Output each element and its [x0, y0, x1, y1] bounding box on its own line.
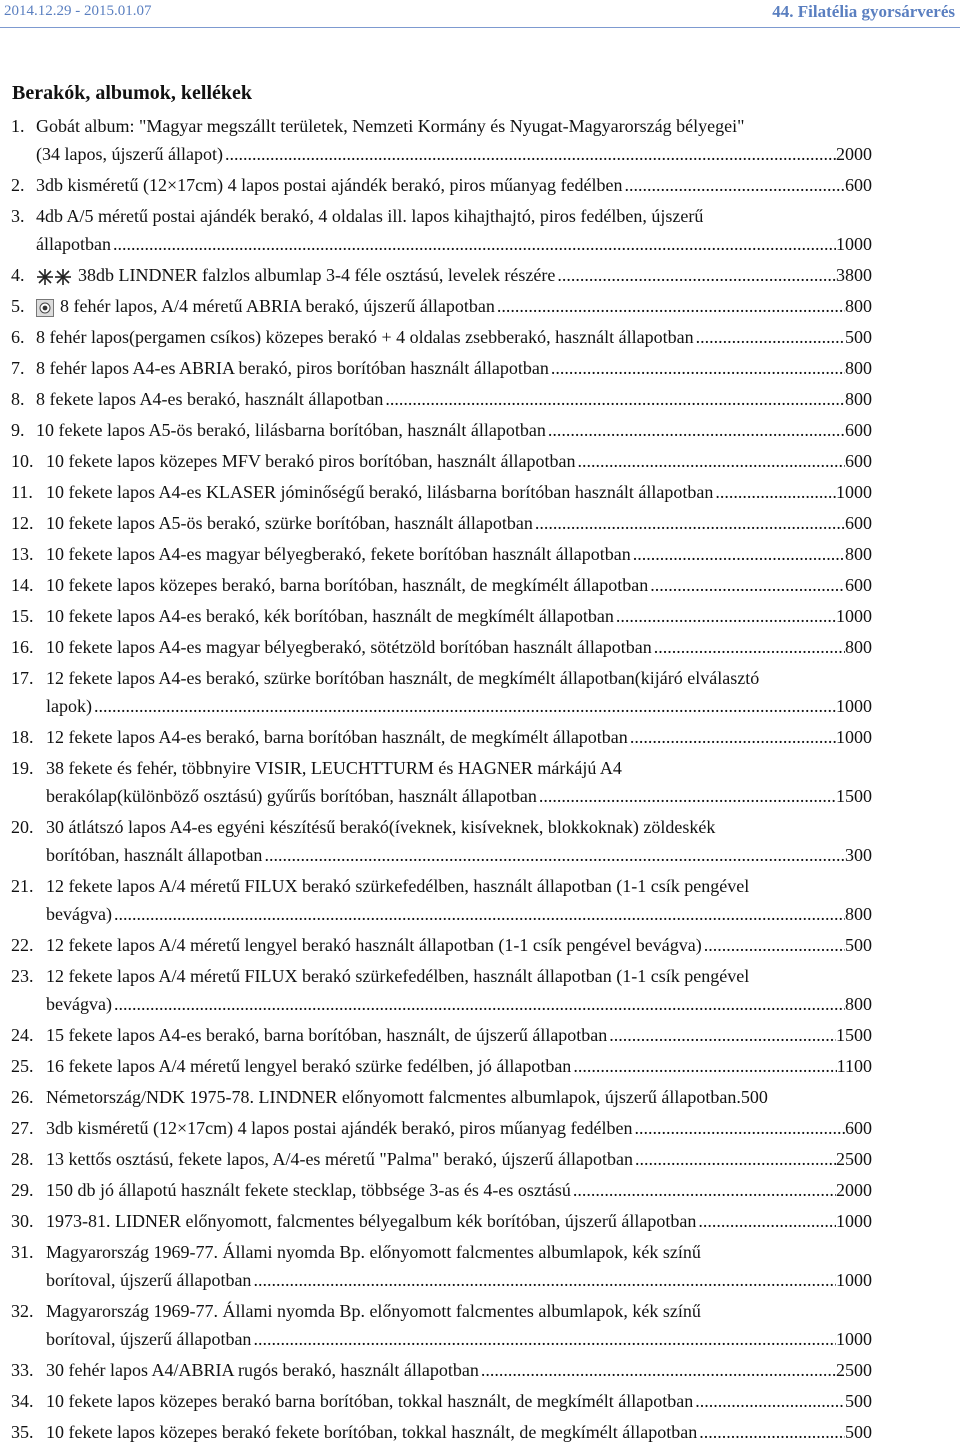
lot-price: 2000	[836, 144, 872, 164]
lot-line	[46, 1297, 872, 1325]
lot-number: 22.	[11, 935, 34, 955]
lot-price: 300	[845, 845, 872, 865]
lot-price: 800	[845, 358, 872, 378]
lot-number: 33.	[11, 1360, 34, 1380]
lot-price: 500	[845, 1391, 872, 1411]
lot-text: 3db kisméretű (12×17cm) 4 lapos postai ajándék berakó, piros műanyag fedélben	[36, 175, 623, 195]
lot-number: 23.	[11, 966, 34, 986]
lot-price: 1000	[836, 1329, 872, 1349]
lot-line	[36, 416, 872, 444]
lot-description	[46, 931, 872, 959]
lot-text: lapok)	[46, 696, 92, 716]
lot-line	[46, 692, 872, 720]
lot-line	[46, 1238, 872, 1266]
lot-text: 30 átlátszó lapos A4-es egyéni készítésű berakó(íveknek, kisíveknek, blokkoknak) zöldeskék	[46, 817, 716, 837]
lot-price: 3800	[836, 265, 872, 285]
lot-text: 10 fekete lapos A4-es berakó, kék borítóban, használt de megkímélt állapotban	[46, 606, 614, 626]
lot-description	[46, 571, 872, 599]
lot-description	[46, 962, 872, 1018]
lot-price: 500	[845, 1422, 872, 1442]
lot-number: 15.	[11, 606, 34, 626]
lot-description	[46, 1356, 872, 1384]
lot-description	[46, 1418, 872, 1446]
lot-number: 12.	[11, 513, 34, 533]
lot-price: 600	[845, 513, 872, 533]
dot-leader	[94, 692, 836, 720]
lot-number: 2.	[11, 175, 25, 195]
lot-description	[46, 1387, 872, 1415]
lot-number: 1.	[11, 116, 25, 136]
lot-text: 10 fekete lapos közepes berakó, barna borítóban, használt, de megkímélt állapotban	[46, 575, 649, 595]
lot-text: bevágva)	[46, 904, 112, 924]
lot-price: 800	[845, 389, 872, 409]
lot-description	[46, 447, 872, 475]
lot-line	[46, 754, 872, 782]
lot-number: 17.	[11, 668, 34, 688]
lot-description	[46, 478, 872, 506]
dot-leader	[539, 782, 836, 810]
lot-number: 27.	[11, 1118, 34, 1138]
lot-text: 8 fekete lapos A4-es berakó, használt állapotban	[36, 389, 384, 409]
lot-number: 18.	[11, 727, 34, 747]
lot-description	[36, 261, 872, 289]
dot-leader	[114, 900, 845, 928]
lot-price: 800	[845, 296, 872, 316]
lot-text: 10 fekete lapos közepes berakó barna borítóban, tokkal használt, de megkímélt állapotban	[46, 1391, 694, 1411]
lot-description	[46, 1207, 872, 1235]
page-header	[0, 0, 960, 28]
lot-line	[46, 509, 872, 537]
lot-text: 38 fekete és fehér, többnyire VISIR, LEUCHTTURM és HAGNER márkájú A4	[46, 758, 622, 778]
lot-text: 10 fekete lapos A4-es magyar bélyegberakó, fekete borítóban használt állapotban	[46, 544, 631, 564]
lot-description	[46, 723, 872, 751]
lot-price: 600	[845, 175, 872, 195]
lot-description	[46, 1176, 872, 1204]
lot-price: 500	[740, 1087, 768, 1107]
lot-description	[46, 1297, 872, 1353]
lot-line	[36, 112, 872, 140]
lot-line	[46, 872, 872, 900]
lot-text: 10 fekete lapos A5-ös berakó, lilásbarna borítóban, használt állapotban	[36, 420, 546, 440]
lot-price: 600	[845, 1118, 872, 1138]
lot-description	[36, 416, 872, 444]
lot-line	[36, 292, 872, 320]
lot-number: 16.	[11, 637, 34, 657]
dot-leader	[635, 1145, 836, 1173]
lot-line	[46, 447, 872, 475]
lot-price: 1000	[836, 606, 872, 626]
lot-line	[46, 540, 872, 568]
lot-text: 150 db jó állapotú használt fekete stecklap, többsége 3-as és 4-es osztású	[46, 1180, 571, 1200]
lot-price: 1000	[836, 1211, 872, 1231]
lot-line	[46, 990, 872, 1018]
lot-description	[46, 1021, 872, 1049]
lot-text: (34 lapos, újszerű állapot)	[36, 144, 223, 164]
double-star-icon	[36, 268, 72, 286]
lot-price: 800	[845, 544, 872, 564]
lot-price: 500	[845, 327, 872, 347]
lot-text: állapotban	[36, 234, 111, 254]
lot-description	[46, 1145, 872, 1173]
dot-leader	[557, 261, 836, 289]
dot-leader	[497, 292, 845, 320]
lot-price: 1000	[836, 696, 872, 716]
lot-line	[46, 1207, 872, 1235]
lot-line	[46, 813, 872, 841]
lot-description	[46, 754, 872, 810]
lot-text: 12 fekete lapos A/4 méretű FILUX berakó szürkefedélben, használt állapotban (1-1 csík pengével	[46, 876, 750, 896]
lot-text: 10 fekete lapos A4-es KLASER jóminőségű berakó, lilásbarna borítóban használt állapotban	[46, 482, 714, 502]
lot-line	[46, 1325, 872, 1353]
lot-text: Gobát album: "Magyar megszállt területek, Nemzeti Kormány és Nyugat-Magyarország bélyegei"	[36, 116, 745, 136]
lot-text: 1973-81. LIDNER előnyomott, falcmentes bélyegalbum kék borítóban, újszerű állapotban	[46, 1211, 697, 1231]
dot-leader	[650, 571, 845, 599]
section-title: Berakók, albumok, kellékek	[12, 82, 253, 104]
lot-text: 38db LINDNER falzlos albumlap 3-4 féle osztású, levelek részére	[36, 261, 555, 289]
lot-text: 13 kettős osztású, fekete lapos, A/4-es méretű "Palma" berakó, újszerű állapotban	[46, 1149, 634, 1169]
lot-number: 13.	[11, 544, 34, 564]
dot-leader	[654, 633, 845, 661]
lot-number: 6.	[11, 327, 25, 347]
lot-line	[46, 633, 872, 661]
lot-line	[36, 171, 872, 199]
lot-price: 600	[845, 451, 872, 471]
lot-price: 2000	[836, 1180, 872, 1200]
lot-line	[36, 230, 872, 258]
lot-description	[46, 540, 872, 568]
lot-text: 8 fehér lapos(pergamen csíkos) közepes berakó + 4 oldalas zsebberakó, használt állapotban	[36, 327, 694, 347]
lot-price: 1100	[836, 1056, 872, 1076]
lot-line	[46, 1052, 872, 1080]
dot-leader	[573, 1052, 836, 1080]
lot-text: 3db kisméretű (12×17cm) 4 lapos postai ajándék berakó, piros műanyag fedélben	[46, 1118, 633, 1138]
dot-leader	[113, 230, 836, 258]
lot-line	[36, 385, 872, 413]
dot-leader	[578, 447, 845, 475]
lot-text: 12 fekete lapos A4-es berakó, szürke borítóban használt, de megkímélt állapotban(kijáró elválasztó	[46, 668, 760, 688]
lot-number: 20.	[11, 817, 34, 837]
lot-description	[36, 292, 872, 320]
lot-number: 30.	[11, 1211, 34, 1231]
camera-icon	[36, 299, 54, 317]
lot-number: 10.	[11, 451, 34, 471]
lot-price: 1500	[836, 786, 872, 806]
lot-line	[46, 602, 872, 630]
lot-line	[46, 841, 872, 869]
dot-leader	[698, 1207, 836, 1235]
lot-line	[36, 354, 872, 382]
lot-number: 24.	[11, 1025, 34, 1045]
lot-description	[46, 1238, 872, 1294]
lot-price: 600	[845, 420, 872, 440]
lot-text: 30 fehér lapos A4/ABRIA rugós berakó, használt állapotban	[46, 1360, 479, 1380]
lot-number: 28.	[11, 1149, 34, 1169]
lot-line	[46, 1114, 872, 1142]
lot-line	[36, 202, 872, 230]
lot-description	[36, 354, 872, 382]
lot-description	[46, 813, 872, 869]
lot-text: 10 fekete lapos közepes berakó fekete borítóban, tokkal használt, de megkímélt állapotban	[46, 1422, 698, 1442]
lot-price: 800	[845, 904, 872, 924]
lot-price: 600	[845, 575, 872, 595]
lot-description	[46, 1083, 872, 1111]
lot-description	[46, 602, 872, 630]
header-divider	[0, 27, 960, 28]
lot-text: 10 fekete lapos közepes MFV berakó piros borítóban, használt állapotban	[46, 451, 576, 471]
dot-leader	[114, 990, 845, 1018]
lot-line	[46, 962, 872, 990]
lot-price: 1000	[836, 727, 872, 747]
dot-leader	[551, 354, 845, 382]
lot-price: 2500	[836, 1149, 872, 1169]
lot-line	[46, 664, 872, 692]
lot-number: 35.	[11, 1422, 34, 1442]
lot-price: 1000	[836, 234, 872, 254]
lot-number: 9.	[11, 420, 25, 440]
lot-text: 8 fehér lapos A4-es ABRIA berakó, piros borítóban használt állapotban	[36, 358, 549, 378]
lot-number: 5.	[11, 296, 25, 316]
lot-text: borítoval, újszerű állapotban	[46, 1270, 252, 1290]
event-title: 44. Filatélia gyorsárverés	[772, 2, 955, 21]
dot-leader	[573, 1176, 836, 1204]
dot-leader	[699, 1418, 845, 1446]
lot-number: 8.	[11, 389, 25, 409]
lot-text: 12 fekete lapos A4-es berakó, barna borítóban használt, de megkímélt állapotban	[46, 727, 628, 747]
dot-leader	[253, 1325, 836, 1353]
lot-number: 3.	[11, 206, 25, 226]
lot-text: 4db A/5 méretű postai ajándék berakó, 4 oldalas ill. lapos kihajthajtó, piros fedélben, újszerű	[36, 206, 704, 226]
lot-text: Németország/NDK 1975-78. LINDNER előnyomott falcmentes albumlapok, újszerű állapotban	[46, 1087, 737, 1107]
lot-description	[46, 509, 872, 537]
lot-text: borítóban, használt állapotban	[46, 845, 263, 865]
lot-number: 21.	[11, 876, 34, 896]
lot-price: 1000	[836, 1270, 872, 1290]
dot-leader	[715, 478, 836, 506]
lot-line	[46, 478, 872, 506]
lot-text: 10 fekete lapos A4-es magyar bélyegberakó, sötétzöld borítóban használt állapotban	[46, 637, 652, 657]
lot-text: 15 fekete lapos A4-es berakó, barna borítóban, használt, de újszerű állapotban	[46, 1025, 608, 1045]
dot-leader	[609, 1021, 836, 1049]
lot-line	[46, 1418, 872, 1446]
lot-line	[46, 1083, 872, 1111]
lot-line	[46, 1145, 872, 1173]
lot-line	[46, 1176, 872, 1204]
lot-price: 500	[845, 935, 872, 955]
dot-leader	[253, 1266, 836, 1294]
lot-price: 1000	[836, 482, 872, 502]
lot-line	[46, 900, 872, 928]
lot-description	[46, 1114, 872, 1142]
lot-line	[46, 723, 872, 751]
lot-line	[36, 323, 872, 351]
lot-line	[46, 1387, 872, 1415]
lot-number: 19.	[11, 758, 34, 778]
lot-line	[46, 1266, 872, 1294]
lot-number: 7.	[11, 358, 25, 378]
lot-number: 32.	[11, 1301, 34, 1321]
lot-price: 2500	[836, 1360, 872, 1380]
lot-line	[46, 931, 872, 959]
lot-text: Magyarország 1969-77. Állami nyomda Bp. előnyomott falcmentes albumlapok, kék színű	[46, 1242, 701, 1262]
lot-text: 8 fehér lapos, A/4 méretű ABRIA berakó, újszerű állapotban	[36, 292, 495, 320]
lot-number: 34.	[11, 1391, 34, 1411]
lot-description	[36, 112, 872, 168]
lot-price: 1500	[836, 1025, 872, 1045]
lot-text: Magyarország 1969-77. Állami nyomda Bp. előnyomott falcmentes albumlapok, kék színű	[46, 1301, 701, 1321]
dot-leader	[633, 540, 845, 568]
lot-text: 12 fekete lapos A/4 méretű FILUX berakó szürkefedélben, használt állapotban (1-1 csík pengével	[46, 966, 750, 986]
dot-leader	[548, 416, 845, 444]
date-range: 2014.12.29 - 2015.01.07	[4, 3, 152, 19]
dot-leader	[225, 140, 836, 168]
lot-line	[46, 571, 872, 599]
dot-leader	[616, 602, 836, 630]
lot-line	[46, 1021, 872, 1049]
lot-line	[36, 261, 872, 289]
lot-number: 25.	[11, 1056, 34, 1076]
lot-description	[46, 872, 872, 928]
lot-text: 10 fekete lapos A5-ös berakó, szürke borítóban, használt állapotban	[46, 513, 533, 533]
lot-text: bevágva)	[46, 994, 112, 1014]
lot-separator: .	[736, 1087, 741, 1107]
lot-line	[46, 1356, 872, 1384]
lot-number: 26.	[11, 1087, 34, 1107]
lot-text: berakólap(különböző osztású) gyűrűs borítóban, használt állapotban	[46, 786, 537, 806]
lot-price: 800	[845, 994, 872, 1014]
dot-leader	[264, 841, 845, 869]
lot-number: 29.	[11, 1180, 34, 1200]
dot-leader	[630, 723, 836, 751]
lot-text: 16 fekete lapos A/4 méretű lengyel berakó szürke fedélben, jó állapotban	[46, 1056, 572, 1076]
lot-description	[46, 633, 872, 661]
dot-leader	[535, 509, 845, 537]
dot-leader	[385, 385, 845, 413]
lot-description	[36, 171, 872, 199]
lot-description	[46, 664, 872, 720]
dot-leader	[625, 171, 846, 199]
dot-leader	[481, 1356, 836, 1384]
lot-description	[36, 385, 872, 413]
lot-text: borítoval, újszerű állapotban	[46, 1329, 252, 1349]
dot-leader	[696, 323, 845, 351]
dot-leader	[695, 1387, 845, 1415]
lot-description	[46, 1052, 872, 1080]
lot-price: 800	[845, 637, 872, 657]
lot-number: 11.	[11, 482, 33, 502]
lot-line	[36, 140, 872, 168]
dot-leader	[635, 1114, 846, 1142]
dot-leader	[704, 931, 845, 959]
lot-text: 12 fekete lapos A/4 méretű lengyel berakó használt állapotban (1-1 csík pengével bevágva)	[46, 935, 702, 955]
lot-line	[46, 782, 872, 810]
lot-description	[36, 323, 872, 351]
lot-number: 31.	[11, 1242, 34, 1262]
lot-description	[36, 202, 872, 258]
lot-number: 4.	[11, 265, 25, 285]
lot-number: 14.	[11, 575, 34, 595]
